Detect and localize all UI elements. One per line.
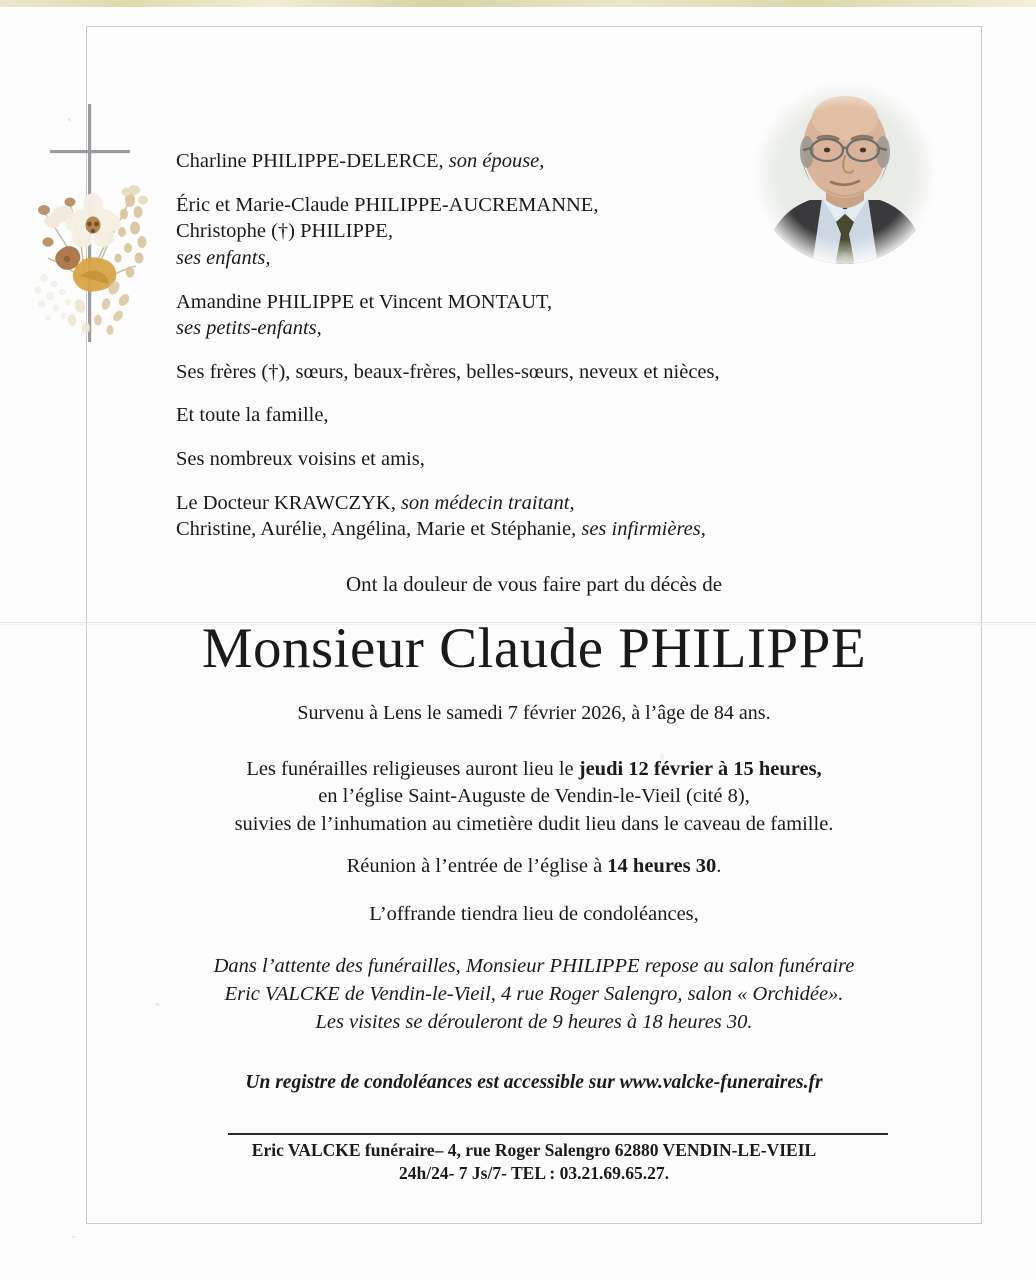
family-line: Le Docteur KRAWCZYK,	[176, 491, 401, 514]
family-line: Éric et Marie-Claude PHILIPPE-AUCREMANNE,	[176, 193, 599, 216]
family-group-neighbours	[176, 446, 866, 473]
scan-speck	[156, 1003, 159, 1006]
family-group-caregivers	[176, 490, 866, 543]
scan-edge-artifact	[0, 0, 1036, 7]
family-line-italic: ses petits-enfants,	[176, 317, 322, 340]
footer-divider	[228, 1133, 888, 1135]
salon-line-1: Dans l’attente des funérailles, Monsieur PHILIPPE repose au salon funéraire	[213, 955, 855, 977]
funeral-details	[86, 756, 982, 838]
death-details: Survenu à Lens le samedi 7 février 2026, à l’âge de 84 ans.	[297, 702, 771, 724]
family-group-all-family	[176, 402, 866, 429]
family-line-italic: son épouse,	[448, 150, 545, 172]
funeral-line-1: Les funérailles religieuses auront lieu le jeudi 12 février à 15 heures,	[246, 758, 822, 780]
footer-contact: 24h/24- 7 Js/7- TEL : 03.21.69.65.27.	[399, 1163, 669, 1184]
family-line-italic: ses infirmières,	[581, 518, 706, 541]
deceased-name: Monsieur Claude PHILIPPE	[201, 617, 867, 680]
scan-speck	[660, 754, 664, 760]
family-line-italic: ses enfants,	[176, 246, 271, 269]
announcement-intro: Ont la douleur de vous faire part du décès de	[345, 572, 723, 596]
salon-details	[86, 953, 982, 1037]
scan-speck	[72, 1236, 75, 1238]
family-line: Ses frères (†), sœurs, beaux-frères, belles-sœurs, neveux et nièces,	[176, 360, 720, 383]
family-line: Et toute la famille,	[176, 404, 329, 427]
footer-address: Eric VALCKE funéraire– 4, rue Roger Salengro 62880 VENDIN-LE-VIEIL	[251, 1140, 817, 1160]
condolence-registry-link[interactable]: Un registre de condoléances est accessible sur www.valcke-funeraires.fr	[245, 1072, 823, 1093]
funeral-line-2: en l’église Saint-Auguste de Vendin-le-Vieil (cité 8),	[318, 785, 750, 808]
family-line: Christophe (†) PHILIPPE,	[176, 220, 393, 243]
offering-note: L’offrande tiendra lieu de condoléances,	[369, 903, 699, 925]
family-line-italic: son médecin traitant,	[400, 491, 575, 514]
family-line: Ses nombreux voisins et amis,	[176, 448, 425, 471]
family-group-spouse	[176, 148, 866, 175]
floral-cross-icon	[18, 92, 164, 350]
family-group-grandchildren	[176, 289, 866, 342]
family-line: Christine, Aurélie, Angélina, Marie et Stéphanie,	[176, 518, 582, 541]
reunion-time: 14 heures 30	[607, 855, 717, 877]
salon-line-2: Eric VALCKE de Vendin-le-Vieil, 4 rue Roger Salengro, salon « Orchidée».	[224, 982, 844, 1005]
salon-line-3: Les visites se dérouleront de 9 heures à 18 heures 30.	[315, 1010, 753, 1033]
scan-speck	[68, 118, 71, 121]
funeral-home-footer	[86, 1139, 982, 1185]
family-line: Amandine PHILIPPE et Vincent MONTAUT,	[176, 290, 553, 313]
reunion-details: Réunion à l’entrée de l’église à 14 heures 30.	[346, 855, 722, 877]
funeral-datetime: jeudi 12 février à 15 heures,	[578, 758, 822, 780]
family-list	[176, 148, 866, 543]
family-group-children	[176, 192, 866, 272]
family-group-siblings	[176, 359, 866, 386]
family-line: Charline PHILIPPE-DELERCE,	[176, 150, 449, 172]
funeral-line-3: suivies de l’inhumation au cimetière dudit lieu dans le caveau de famille.	[234, 812, 834, 835]
